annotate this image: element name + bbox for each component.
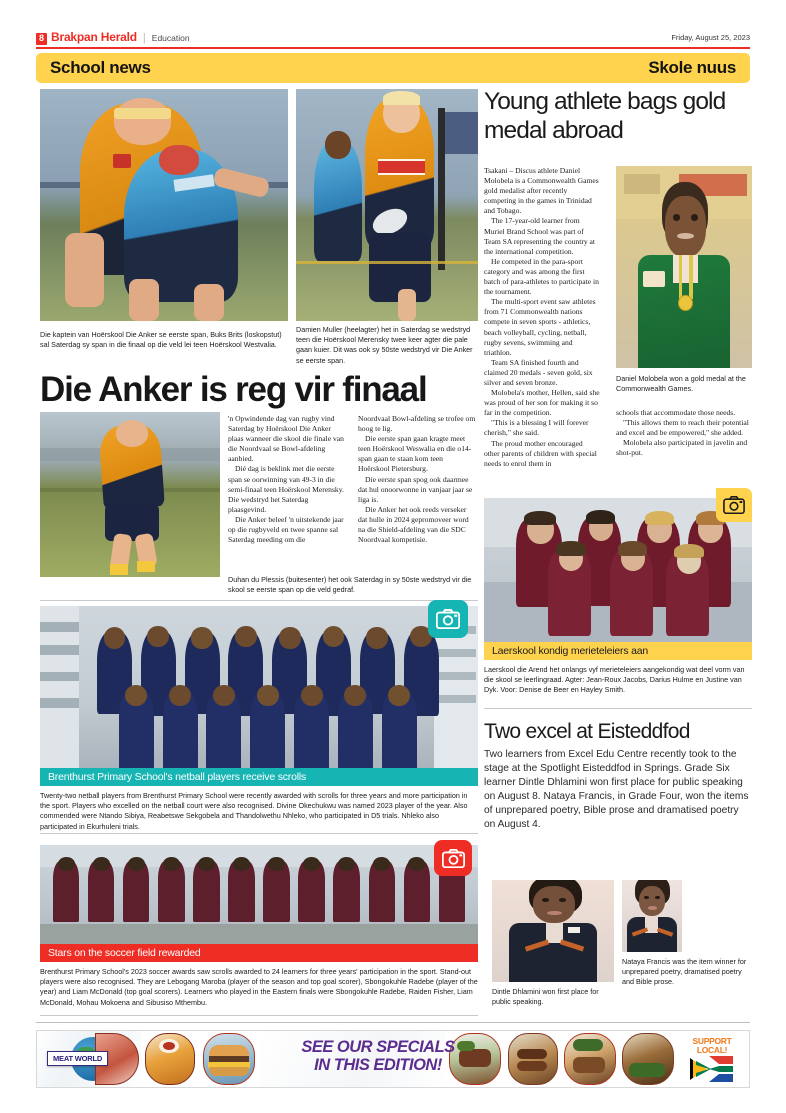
ad-food-chicken <box>141 1031 199 1087</box>
page-number: 8 <box>36 33 47 45</box>
rugby-photo3-caption: Duhan du Plessis (buitesenter) het ook Saterdag in sy 50ste wedstryd vir die skool se eerste span op die veld gedraf. <box>228 575 472 595</box>
rugby-col1-para-1: 'n Opwindende dag van rugby vind Saterdag by Hoërskool Die Anker plaas wanneer die skool die finale van die Noordvaal se Bowl-afdeling aanbied. <box>228 414 344 464</box>
rugby-col2-para-3: Die eerste span spog ook daarmee dat hul onoorwonne in vanjaar jaar se liga is. <box>358 474 473 504</box>
ad-headline <box>283 1039 473 1075</box>
eisteddfod-caption-left: Dintle Dhlamini won first place for public speaking. <box>492 987 599 1007</box>
rugby-col2-para-4: Die Anker het ook reeds verseker dat hulle in 2024 gepromoveer word na die Shield-afdeling van die SDC Noordvaal kompetisie. <box>358 504 469 545</box>
masthead-separator: | <box>142 31 146 44</box>
rugby-col2-para-1: Noordvaal Bowl-afdeling se trofee om hoog te lig. <box>358 414 476 434</box>
support-local-badge <box>689 1037 735 1088</box>
rugby-col2-para-2: Die eerste span gaan kragte meet teen Hoërskool Weswalia en die o14-span gaan te staan kom teen Hoërskool Pietersburg. <box>358 434 472 474</box>
athlete-photo <box>616 166 752 368</box>
divider-rugby-bottom <box>40 600 478 601</box>
ad-food-braai <box>619 1031 677 1087</box>
athlete-col1-para-1: Tsakani – Discus athlete Daniel Molobela is a Commonwealth Games gold medalist after recently competing in the games in Trinidad and Tobago. <box>484 166 599 216</box>
divider-laerskool-bottom <box>484 708 752 709</box>
soccer-bar-label: Stars on the soccer field rewarded <box>48 947 201 959</box>
athlete-col2-para-2: "This allows them to reach their potential and excel and be empowered," she added. <box>616 418 749 438</box>
camera-icon-soccer <box>434 840 472 876</box>
rugby-col1-para-2: Dié dag is beklink met die eerste span se oorwinning van 49-3 in die semi-finaal teen Hoërskool Merensky. Die wedstryd het Saterdag plaasgevind. <box>228 464 344 514</box>
section-name: Education <box>151 32 190 43</box>
ad-food-kebab <box>505 1031 561 1087</box>
netball-photo <box>40 606 478 770</box>
rugby-photo1-caption: Die kaptein van Hoërskool Die Anker se eerste span, Buks Brits (loskopstut) sal Saterdag sy span in die finaal op die veld lei teen Hoërskool Westvalia. <box>40 330 282 350</box>
rugby-photo-runner <box>296 89 478 321</box>
laerskool-bar-label: Laerskool kondig merieteleiers aan <box>492 645 649 657</box>
athlete-body-column-1 <box>484 166 600 469</box>
athlete-col2-para-3: Molobela also participated in javelin and shot-put. <box>616 438 748 458</box>
athlete-col1-para-6: Molobela's mother, Hellen, said she was proud of her son for making it so far in the competition. <box>484 388 600 418</box>
support-local-line1: SUPPORT <box>692 1036 732 1046</box>
rugby-headline: Die Anker is reg vir finaal <box>40 370 427 409</box>
rugby-body-column-2 <box>358 414 476 545</box>
rugby-photo2-caption: Damien Muller (heelagter) het in Saterdag se wedstryd teen die Hoërskool Merensky twee keer agter die pale gaan kuier. Dit was ook sy 50ste wedstryd vir Die Anker se eerste span. <box>296 325 473 365</box>
divider-soccer-bottom <box>40 1015 478 1016</box>
rugby-photo-winger <box>40 412 220 577</box>
south-africa-flag-icon <box>689 1054 735 1084</box>
masthead <box>36 28 750 46</box>
athlete-col1-para-3: He competed in the para-sport category and was among the first batch of para-athletes to participate in the tournament. <box>484 256 599 297</box>
laerskool-caption-bar <box>484 642 752 660</box>
ad-food-roast <box>561 1031 619 1087</box>
netball-bar-label: Brenthurst Primary School's netball players receive scrolls <box>48 771 307 783</box>
athlete-photo-caption: Daniel Molobela won a gold medal at the Commonwealth Games. <box>616 374 746 394</box>
athlete-body-column-2 <box>616 408 752 458</box>
camera-icon-netball <box>428 600 468 638</box>
ad-headline-line1: SEE OUR SPECIALS <box>301 1038 455 1056</box>
rugby-photo-tackle <box>40 89 288 321</box>
banner-label-afrikaans: Skole nuus <box>648 58 736 77</box>
athlete-col1-para-7: "This is a blessing I will forever cherish," she said. <box>484 418 589 438</box>
eisteddfod-headline: Two excel at Eisteddfod <box>484 720 690 743</box>
eisteddfod-caption-right: Nataya Francis was the item winner for unprepared poetry, dramatised poetry and Bible prose. <box>622 957 747 987</box>
ad-brand-logo: MEAT WORLD <box>47 1051 108 1066</box>
rugby-body-column-1 <box>228 414 346 545</box>
masthead-left <box>36 30 190 45</box>
laerskool-photo <box>484 498 752 642</box>
soccer-caption: Brenthurst Primary School's 2023 soccer awards saw scrolls awarded to 24 learners for three years' participation in the sport. Stand-out players were also recognised. They are Lebogang Maroba (player of the season and top goal scorer), Sbongokuhle Radebe (player of the year) and Liam McDonald (top goal scorers). Learners who played in the Eastern finals were Sbongokuhle Radebe, Raiden Fisher, Liam McDonald, Mohau Mokoena and Sibusiso Mthembu. <box>40 967 478 1007</box>
rugby-col1-para-3: Die Anker beleef 'n uitstekende jaar op die rugbyveld en twee spanne sal Saterdag meeding om die <box>228 514 344 545</box>
eisteddfod-photo-nataya <box>622 880 682 952</box>
athlete-col1-para-4: The multi-sport event saw athletes from 71 Commonwealth nations compete in seven sports - athletics, beach volleyball, cycling, netball, rugby sevens, swimming and triathlon. <box>484 297 596 357</box>
masthead-rule <box>36 47 750 49</box>
soccer-photo <box>40 845 478 944</box>
ad-food-globe <box>37 1031 141 1087</box>
athlete-col1-para-8: The proud mother encouraged other parents of children with special needs to enrol them in <box>484 438 597 468</box>
athlete-headline: Young athlete bags gold medal abroad <box>484 88 726 144</box>
divider-netball-bottom <box>40 833 478 834</box>
ad-top-rule <box>36 1022 750 1023</box>
eisteddfod-body: Two learners from Excel Edu Centre recently took to the stage at the Spotlight Eisteddfod in Springs. Grade Six learner Dintle Dhlamini won first place for public speaking on August 8. Nataya Francis, in Grade Four, won the items of unprepared poetry, Bible prose and dramatised poetry on August 4. <box>484 749 749 831</box>
camera-icon-laerskool <box>716 488 752 522</box>
laerskool-caption: Laerskool die Arend het onlangs vyf merieteleiers aangekondig wat deel vorm van die skool se leerlingraad. Agter: Jean-Roux Jacobs, Darius Hulme en Justine van Dyk. Voor: Denise de Beer en Hayley Smith. <box>484 665 745 695</box>
soccer-caption-bar <box>40 944 478 962</box>
ad-headline-line2: IN THIS EDITION! <box>314 1055 442 1074</box>
advertisement-banner[interactable] <box>36 1030 750 1088</box>
ad-food-burger <box>199 1031 259 1087</box>
athlete-col2-para-1: schools that accommodate those needs. <box>616 408 736 417</box>
support-local-line2: LOCAL! <box>696 1044 728 1055</box>
athlete-col1-para-5: Team SA finished fourth and claimed 20 medals - seven gold, six silver and seven bronze. <box>484 357 593 387</box>
netball-caption-bar <box>40 768 478 786</box>
banner-label-english: School news <box>50 58 151 77</box>
publication-date: Friday, August 25, 2023 <box>671 32 750 42</box>
section-banner <box>36 53 750 83</box>
netball-caption: Twenty-two netball players from Brenthurst Primary School were recently awarded with scrolls for three years and more participation in the sport. Players who excelled on the netball court were also recognised. Divine Okechukwu was named 2023 player of the year. Also commended were Ntando Sibiya, Reabetswe Sekgobela and Thandolwethu Nhleko, who participated in D5 trials. Nhleko also participated in Ekurhuleni trials. <box>40 791 468 831</box>
eisteddfod-photo-dintle <box>492 880 614 982</box>
publication-name: Brakpan Herald <box>51 29 137 44</box>
athlete-col1-para-2: The 17-year-old learner from Muriel Brand School was part of Team SA representing the country at the international competition. <box>484 216 596 256</box>
